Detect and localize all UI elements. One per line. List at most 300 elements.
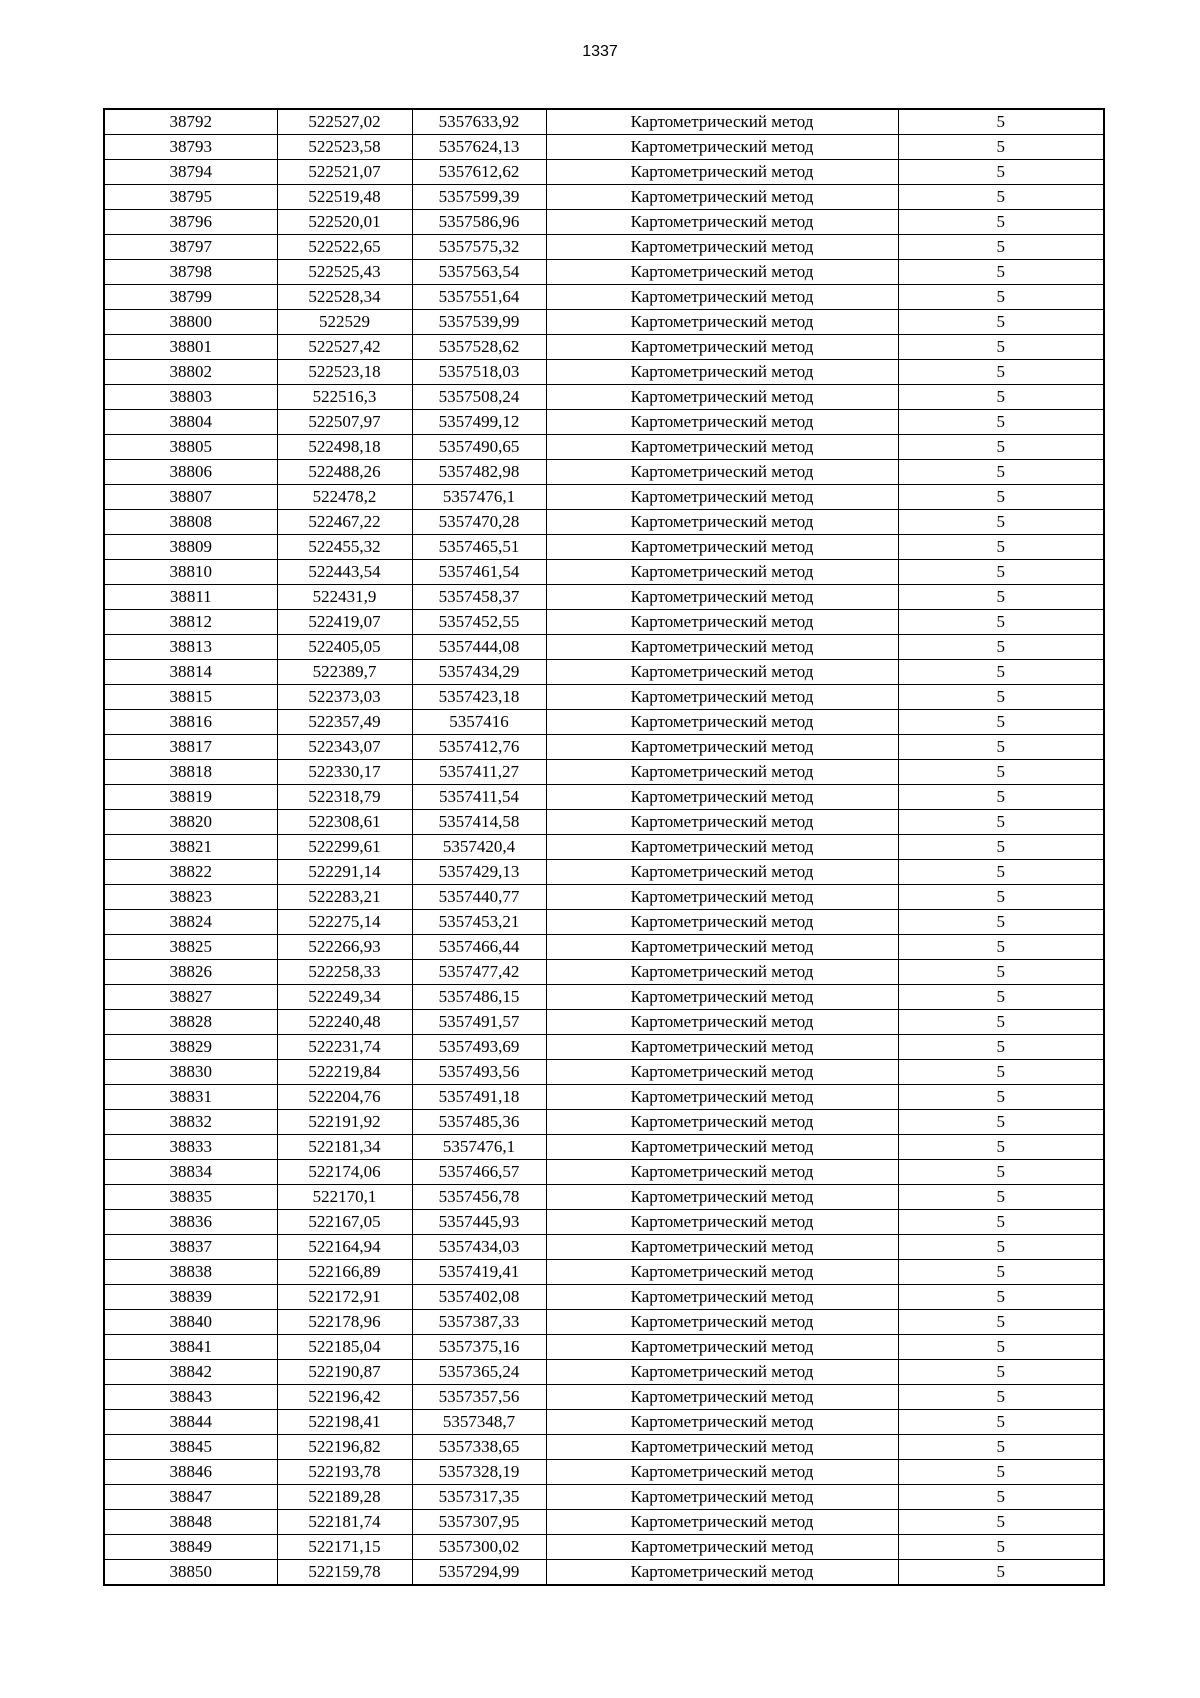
- point-number-cell: 38818: [104, 760, 277, 785]
- accuracy-cell: 5: [898, 485, 1104, 510]
- x-coordinate-cell: 522519,48: [277, 185, 412, 210]
- x-coordinate-cell: 522166,89: [277, 1260, 412, 1285]
- table-row: [104, 310, 1104, 335]
- accuracy-cell: 5: [898, 885, 1104, 910]
- y-coordinate-cell: 5357402,08: [412, 1285, 546, 1310]
- accuracy-cell: 5: [898, 1510, 1104, 1535]
- point-number-cell: 38837: [104, 1235, 277, 1260]
- table-row: [104, 1410, 1104, 1435]
- point-number-cell: 38823: [104, 885, 277, 910]
- accuracy-cell: 5: [898, 710, 1104, 735]
- x-coordinate-cell: 522488,26: [277, 460, 412, 485]
- point-number-cell: 38846: [104, 1460, 277, 1485]
- point-number-cell: 38835: [104, 1185, 277, 1210]
- method-cell: Картометрический метод: [546, 135, 898, 160]
- accuracy-cell: 5: [898, 260, 1104, 285]
- point-number-cell: 38843: [104, 1385, 277, 1410]
- method-cell: Картометрический метод: [546, 610, 898, 635]
- point-number-cell: 38826: [104, 960, 277, 985]
- method-cell: Картометрический метод: [546, 985, 898, 1010]
- table-row: [104, 710, 1104, 735]
- accuracy-cell: 5: [898, 1260, 1104, 1285]
- point-number-cell: 38804: [104, 410, 277, 435]
- point-number-cell: 38840: [104, 1310, 277, 1335]
- accuracy-cell: 5: [898, 560, 1104, 585]
- method-cell: Картометрический метод: [546, 1560, 898, 1586]
- x-coordinate-cell: 522198,41: [277, 1410, 412, 1435]
- method-cell: Картометрический метод: [546, 1110, 898, 1135]
- y-coordinate-cell: 5357482,98: [412, 460, 546, 485]
- y-coordinate-cell: 5357294,99: [412, 1560, 546, 1586]
- accuracy-cell: 5: [898, 585, 1104, 610]
- method-cell: Картометрический метод: [546, 560, 898, 585]
- method-cell: Картометрический метод: [546, 835, 898, 860]
- table-row: [104, 1085, 1104, 1110]
- method-cell: Картометрический метод: [546, 710, 898, 735]
- x-coordinate-cell: 522373,03: [277, 685, 412, 710]
- method-cell: Картометрический метод: [546, 935, 898, 960]
- point-number-cell: 38808: [104, 510, 277, 535]
- point-number-cell: 38847: [104, 1485, 277, 1510]
- accuracy-cell: 5: [898, 1410, 1104, 1435]
- accuracy-cell: 5: [898, 1010, 1104, 1035]
- y-coordinate-cell: 5357551,64: [412, 285, 546, 310]
- accuracy-cell: 5: [898, 435, 1104, 460]
- y-coordinate-cell: 5357444,08: [412, 635, 546, 660]
- point-number-cell: 38814: [104, 660, 277, 685]
- accuracy-cell: 5: [898, 1210, 1104, 1235]
- method-cell: Картометрический метод: [546, 685, 898, 710]
- y-coordinate-cell: 5357440,77: [412, 885, 546, 910]
- accuracy-cell: 5: [898, 635, 1104, 660]
- table-row: [104, 1310, 1104, 1335]
- x-coordinate-cell: 522196,82: [277, 1435, 412, 1460]
- x-coordinate-cell: 522521,07: [277, 160, 412, 185]
- x-coordinate-cell: 522405,05: [277, 635, 412, 660]
- y-coordinate-cell: 5357387,33: [412, 1310, 546, 1335]
- table-row: [104, 1060, 1104, 1085]
- point-number-cell: 38831: [104, 1085, 277, 1110]
- table-row: [104, 385, 1104, 410]
- point-number-cell: 38845: [104, 1435, 277, 1460]
- x-coordinate-cell: 522529: [277, 310, 412, 335]
- point-number-cell: 38800: [104, 310, 277, 335]
- point-number-cell: 38809: [104, 535, 277, 560]
- y-coordinate-cell: 5357486,15: [412, 985, 546, 1010]
- method-cell: Картометрический метод: [546, 435, 898, 460]
- y-coordinate-cell: 5357586,96: [412, 210, 546, 235]
- y-coordinate-cell: 5357357,56: [412, 1385, 546, 1410]
- method-cell: Картометрический метод: [546, 1460, 898, 1485]
- x-coordinate-cell: 522185,04: [277, 1335, 412, 1360]
- x-coordinate-cell: 522299,61: [277, 835, 412, 860]
- table-row: [104, 260, 1104, 285]
- y-coordinate-cell: 5357470,28: [412, 510, 546, 535]
- y-coordinate-cell: 5357412,76: [412, 735, 546, 760]
- point-number-cell: 38830: [104, 1060, 277, 1085]
- method-cell: Картометрический метод: [546, 735, 898, 760]
- point-number-cell: 38820: [104, 810, 277, 835]
- method-cell: Картометрический метод: [546, 660, 898, 685]
- table-row: [104, 960, 1104, 985]
- accuracy-cell: 5: [898, 135, 1104, 160]
- y-coordinate-cell: 5357493,56: [412, 1060, 546, 1085]
- x-coordinate-cell: 522181,34: [277, 1135, 412, 1160]
- table-row: [104, 510, 1104, 535]
- table-row: [104, 335, 1104, 360]
- y-coordinate-cell: 5357419,41: [412, 1260, 546, 1285]
- point-number-cell: 38817: [104, 735, 277, 760]
- point-number-cell: 38798: [104, 260, 277, 285]
- table-row: [104, 1260, 1104, 1285]
- method-cell: Картометрический метод: [546, 285, 898, 310]
- x-coordinate-cell: 522174,06: [277, 1160, 412, 1185]
- x-coordinate-cell: 522275,14: [277, 910, 412, 935]
- x-coordinate-cell: 522231,74: [277, 1035, 412, 1060]
- point-number-cell: 38793: [104, 135, 277, 160]
- table-row: [104, 109, 1104, 135]
- y-coordinate-cell: 5357452,55: [412, 610, 546, 635]
- method-cell: Картометрический метод: [546, 510, 898, 535]
- x-coordinate-cell: 522527,02: [277, 109, 412, 135]
- x-coordinate-cell: 522522,65: [277, 235, 412, 260]
- point-number-cell: 38839: [104, 1285, 277, 1310]
- accuracy-cell: 5: [898, 535, 1104, 560]
- accuracy-cell: 5: [898, 810, 1104, 835]
- point-number-cell: 38812: [104, 610, 277, 635]
- y-coordinate-cell: 5357466,44: [412, 935, 546, 960]
- accuracy-cell: 5: [898, 185, 1104, 210]
- y-coordinate-cell: 5357612,62: [412, 160, 546, 185]
- accuracy-cell: 5: [898, 310, 1104, 335]
- accuracy-cell: 5: [898, 1185, 1104, 1210]
- y-coordinate-cell: 5357599,39: [412, 185, 546, 210]
- x-coordinate-cell: 522318,79: [277, 785, 412, 810]
- point-number-cell: 38810: [104, 560, 277, 585]
- accuracy-cell: 5: [898, 109, 1104, 135]
- table-row: [104, 485, 1104, 510]
- y-coordinate-cell: 5357508,24: [412, 385, 546, 410]
- table-row: [104, 860, 1104, 885]
- accuracy-cell: 5: [898, 610, 1104, 635]
- point-number-cell: 38813: [104, 635, 277, 660]
- x-coordinate-cell: 522249,34: [277, 985, 412, 1010]
- method-cell: Картометрический метод: [546, 1285, 898, 1310]
- method-cell: Картометрический метод: [546, 1085, 898, 1110]
- coordinates-table: [103, 108, 1105, 1586]
- method-cell: Картометрический метод: [546, 1035, 898, 1060]
- accuracy-cell: 5: [898, 1335, 1104, 1360]
- accuracy-cell: 5: [898, 685, 1104, 710]
- table-row: [104, 235, 1104, 260]
- table-row: [104, 460, 1104, 485]
- table-row: [104, 135, 1104, 160]
- x-coordinate-cell: 522523,58: [277, 135, 412, 160]
- table-row: [104, 1285, 1104, 1310]
- accuracy-cell: 5: [898, 1085, 1104, 1110]
- table-row: [104, 1210, 1104, 1235]
- x-coordinate-cell: 522190,87: [277, 1360, 412, 1385]
- y-coordinate-cell: 5357365,24: [412, 1360, 546, 1385]
- y-coordinate-cell: 5357445,93: [412, 1210, 546, 1235]
- method-cell: Картометрический метод: [546, 860, 898, 885]
- accuracy-cell: 5: [898, 935, 1104, 960]
- accuracy-cell: 5: [898, 1235, 1104, 1260]
- point-number-cell: 38811: [104, 585, 277, 610]
- point-number-cell: 38799: [104, 285, 277, 310]
- table-row: [104, 1160, 1104, 1185]
- method-cell: Картометрический метод: [546, 410, 898, 435]
- point-number-cell: 38844: [104, 1410, 277, 1435]
- accuracy-cell: 5: [898, 1460, 1104, 1485]
- point-number-cell: 38797: [104, 235, 277, 260]
- accuracy-cell: 5: [898, 1435, 1104, 1460]
- accuracy-cell: 5: [898, 1110, 1104, 1135]
- x-coordinate-cell: 522525,43: [277, 260, 412, 285]
- accuracy-cell: 5: [898, 910, 1104, 935]
- y-coordinate-cell: 5357476,1: [412, 485, 546, 510]
- accuracy-cell: 5: [898, 860, 1104, 885]
- x-coordinate-cell: 522164,94: [277, 1235, 412, 1260]
- y-coordinate-cell: 5357456,78: [412, 1185, 546, 1210]
- method-cell: Картометрический метод: [546, 385, 898, 410]
- y-coordinate-cell: 5357499,12: [412, 410, 546, 435]
- accuracy-cell: 5: [898, 1035, 1104, 1060]
- y-coordinate-cell: 5357420,4: [412, 835, 546, 860]
- y-coordinate-cell: 5357434,29: [412, 660, 546, 685]
- x-coordinate-cell: 522204,76: [277, 1085, 412, 1110]
- point-number-cell: 38794: [104, 160, 277, 185]
- x-coordinate-cell: 522478,2: [277, 485, 412, 510]
- x-coordinate-cell: 522455,32: [277, 535, 412, 560]
- accuracy-cell: 5: [898, 410, 1104, 435]
- y-coordinate-cell: 5357477,42: [412, 960, 546, 985]
- table-row: [104, 1185, 1104, 1210]
- table-row: [104, 835, 1104, 860]
- table-row: [104, 685, 1104, 710]
- table-row: [104, 1010, 1104, 1035]
- point-number-cell: 38802: [104, 360, 277, 385]
- table-row: [104, 760, 1104, 785]
- point-number-cell: 38816: [104, 710, 277, 735]
- method-cell: Картометрический метод: [546, 1260, 898, 1285]
- method-cell: Картометрический метод: [546, 485, 898, 510]
- table-row: [104, 160, 1104, 185]
- method-cell: Картометрический метод: [546, 1210, 898, 1235]
- x-coordinate-cell: 522191,92: [277, 1110, 412, 1135]
- table-row: [104, 535, 1104, 560]
- accuracy-cell: 5: [898, 1285, 1104, 1310]
- point-number-cell: 38825: [104, 935, 277, 960]
- y-coordinate-cell: 5357490,65: [412, 435, 546, 460]
- accuracy-cell: 5: [898, 335, 1104, 360]
- table-row: [104, 210, 1104, 235]
- y-coordinate-cell: 5357465,51: [412, 535, 546, 560]
- x-coordinate-cell: 522266,93: [277, 935, 412, 960]
- method-cell: Картометрический метод: [546, 160, 898, 185]
- accuracy-cell: 5: [898, 985, 1104, 1010]
- method-cell: Картометрический метод: [546, 1160, 898, 1185]
- y-coordinate-cell: 5357348,7: [412, 1410, 546, 1435]
- point-number-cell: 38805: [104, 435, 277, 460]
- method-cell: Картометрический метод: [546, 1510, 898, 1535]
- x-coordinate-cell: 522172,91: [277, 1285, 412, 1310]
- table-row: [104, 1560, 1104, 1586]
- x-coordinate-cell: 522283,21: [277, 885, 412, 910]
- method-cell: Картометрический метод: [546, 785, 898, 810]
- y-coordinate-cell: 5357476,1: [412, 1135, 546, 1160]
- y-coordinate-cell: 5357307,95: [412, 1510, 546, 1535]
- table-row: [104, 360, 1104, 385]
- table-row: [104, 735, 1104, 760]
- y-coordinate-cell: 5357633,92: [412, 109, 546, 135]
- page-number: 1337: [582, 43, 618, 60]
- x-coordinate-cell: 522507,97: [277, 410, 412, 435]
- method-cell: Картометрический метод: [546, 1235, 898, 1260]
- method-cell: Картометрический метод: [546, 235, 898, 260]
- table-row: [104, 185, 1104, 210]
- point-number-cell: 38849: [104, 1535, 277, 1560]
- method-cell: Картометрический метод: [546, 335, 898, 360]
- method-cell: Картометрический метод: [546, 460, 898, 485]
- x-coordinate-cell: 522181,74: [277, 1510, 412, 1535]
- x-coordinate-cell: 522167,05: [277, 1210, 412, 1235]
- y-coordinate-cell: 5357414,58: [412, 810, 546, 835]
- x-coordinate-cell: 522240,48: [277, 1010, 412, 1035]
- table-row: [104, 1535, 1104, 1560]
- method-cell: Картометрический метод: [546, 109, 898, 135]
- method-cell: Картометрический метод: [546, 535, 898, 560]
- y-coordinate-cell: 5357458,37: [412, 585, 546, 610]
- x-coordinate-cell: 522467,22: [277, 510, 412, 535]
- x-coordinate-cell: 522170,1: [277, 1185, 412, 1210]
- y-coordinate-cell: 5357575,32: [412, 235, 546, 260]
- x-coordinate-cell: 522196,42: [277, 1385, 412, 1410]
- table-row: [104, 885, 1104, 910]
- accuracy-cell: 5: [898, 760, 1104, 785]
- point-number-cell: 38821: [104, 835, 277, 860]
- table-row: [104, 935, 1104, 960]
- y-coordinate-cell: 5357528,62: [412, 335, 546, 360]
- y-coordinate-cell: 5357485,36: [412, 1110, 546, 1135]
- point-number-cell: 38795: [104, 185, 277, 210]
- method-cell: Картометрический метод: [546, 635, 898, 660]
- table-row: [104, 1435, 1104, 1460]
- method-cell: Картометрический метод: [546, 1135, 898, 1160]
- accuracy-cell: 5: [898, 785, 1104, 810]
- accuracy-cell: 5: [898, 385, 1104, 410]
- method-cell: Картометрический метод: [546, 910, 898, 935]
- y-coordinate-cell: 5357466,57: [412, 1160, 546, 1185]
- y-coordinate-cell: 5357461,54: [412, 560, 546, 585]
- point-number-cell: 38803: [104, 385, 277, 410]
- y-coordinate-cell: 5357338,65: [412, 1435, 546, 1460]
- table-row: [104, 1135, 1104, 1160]
- table-row: [104, 635, 1104, 660]
- x-coordinate-cell: 522189,28: [277, 1485, 412, 1510]
- y-coordinate-cell: 5357539,99: [412, 310, 546, 335]
- point-number-cell: 38822: [104, 860, 277, 885]
- table-row: [104, 410, 1104, 435]
- x-coordinate-cell: 522219,84: [277, 1060, 412, 1085]
- table-row: [104, 1510, 1104, 1535]
- y-coordinate-cell: 5357624,13: [412, 135, 546, 160]
- x-coordinate-cell: 522527,42: [277, 335, 412, 360]
- accuracy-cell: 5: [898, 1360, 1104, 1385]
- x-coordinate-cell: 522178,96: [277, 1310, 412, 1335]
- x-coordinate-cell: 522330,17: [277, 760, 412, 785]
- table-row: [104, 560, 1104, 585]
- method-cell: Картометрический метод: [546, 1485, 898, 1510]
- accuracy-cell: 5: [898, 1535, 1104, 1560]
- method-cell: Картометрический метод: [546, 310, 898, 335]
- method-cell: Картометрический метод: [546, 760, 898, 785]
- table-row: [104, 1235, 1104, 1260]
- table-row: [104, 285, 1104, 310]
- point-number-cell: 38792: [104, 109, 277, 135]
- point-number-cell: 38829: [104, 1035, 277, 1060]
- x-coordinate-cell: 522528,34: [277, 285, 412, 310]
- point-number-cell: 38836: [104, 1210, 277, 1235]
- accuracy-cell: 5: [898, 510, 1104, 535]
- method-cell: Картометрический метод: [546, 1535, 898, 1560]
- y-coordinate-cell: 5357491,57: [412, 1010, 546, 1035]
- x-coordinate-cell: 522443,54: [277, 560, 412, 585]
- table-row: [104, 585, 1104, 610]
- point-number-cell: 38796: [104, 210, 277, 235]
- y-coordinate-cell: 5357453,21: [412, 910, 546, 935]
- table-row: [104, 1385, 1104, 1410]
- method-cell: Картометрический метод: [546, 210, 898, 235]
- y-coordinate-cell: 5357411,54: [412, 785, 546, 810]
- method-cell: Картометрический метод: [546, 1410, 898, 1435]
- x-coordinate-cell: 522193,78: [277, 1460, 412, 1485]
- accuracy-cell: 5: [898, 1060, 1104, 1085]
- accuracy-cell: 5: [898, 835, 1104, 860]
- x-coordinate-cell: 522431,9: [277, 585, 412, 610]
- accuracy-cell: 5: [898, 1160, 1104, 1185]
- method-cell: Картометрический метод: [546, 1060, 898, 1085]
- method-cell: Картометрический метод: [546, 1185, 898, 1210]
- table-row: [104, 1110, 1104, 1135]
- method-cell: Картометрический метод: [546, 260, 898, 285]
- point-number-cell: 38841: [104, 1335, 277, 1360]
- table-row: [104, 1360, 1104, 1385]
- x-coordinate-cell: 522291,14: [277, 860, 412, 885]
- point-number-cell: 38832: [104, 1110, 277, 1135]
- point-number-cell: 38815: [104, 685, 277, 710]
- x-coordinate-cell: 522389,7: [277, 660, 412, 685]
- point-number-cell: 38834: [104, 1160, 277, 1185]
- method-cell: Картометрический метод: [546, 810, 898, 835]
- accuracy-cell: 5: [898, 1385, 1104, 1410]
- x-coordinate-cell: 522308,61: [277, 810, 412, 835]
- y-coordinate-cell: 5357491,18: [412, 1085, 546, 1110]
- table-row: [104, 1460, 1104, 1485]
- point-number-cell: 38824: [104, 910, 277, 935]
- y-coordinate-cell: 5357563,54: [412, 260, 546, 285]
- accuracy-cell: 5: [898, 285, 1104, 310]
- accuracy-cell: 5: [898, 1560, 1104, 1586]
- accuracy-cell: 5: [898, 1310, 1104, 1335]
- point-number-cell: 38848: [104, 1510, 277, 1535]
- method-cell: Картометрический метод: [546, 1360, 898, 1385]
- accuracy-cell: 5: [898, 360, 1104, 385]
- table-row: [104, 610, 1104, 635]
- method-cell: Картометрический метод: [546, 885, 898, 910]
- x-coordinate-cell: 522357,49: [277, 710, 412, 735]
- y-coordinate-cell: 5357300,02: [412, 1535, 546, 1560]
